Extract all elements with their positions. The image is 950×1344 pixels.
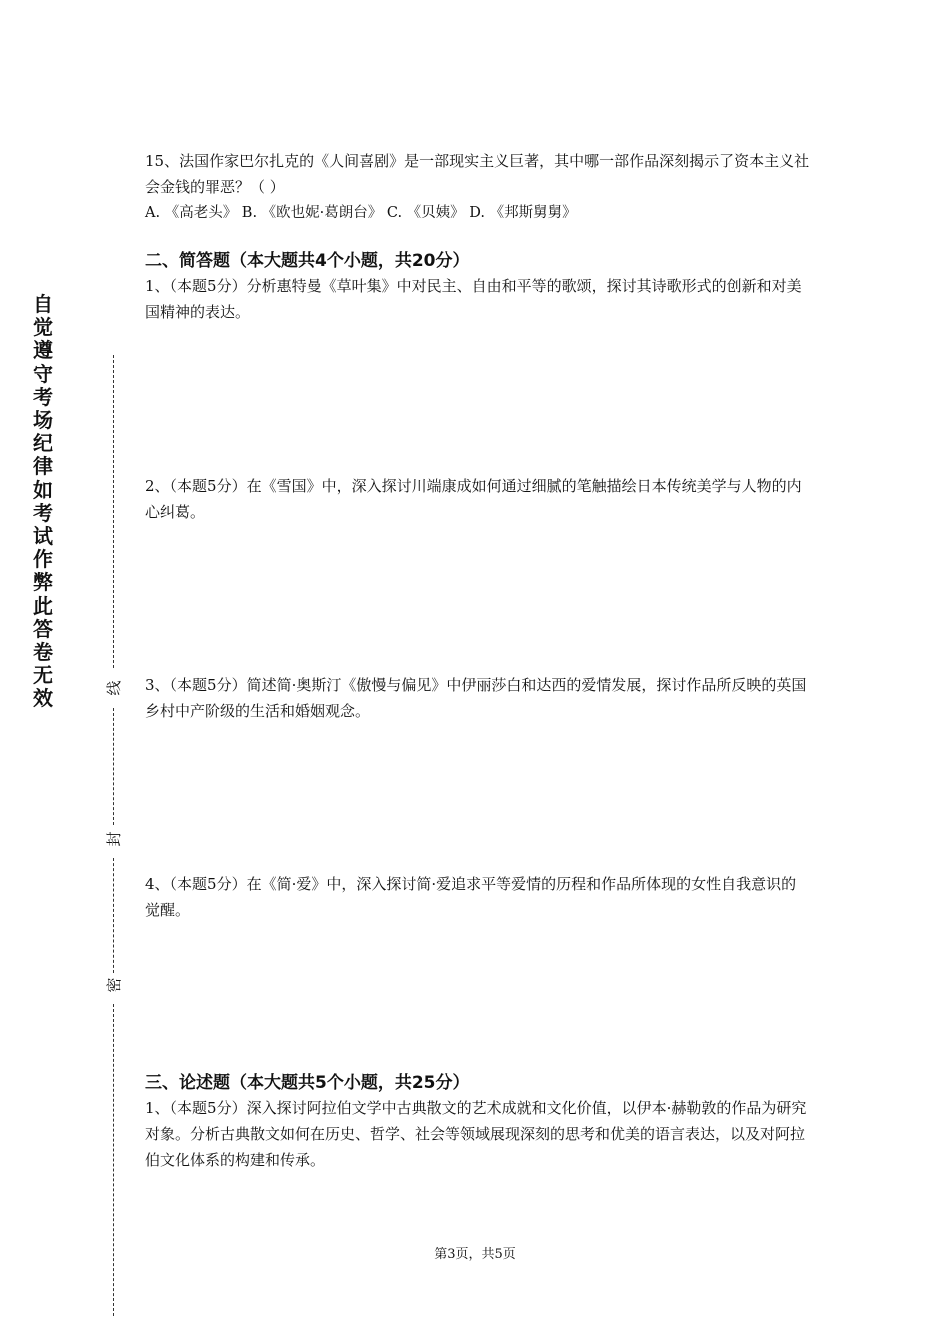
section-2-question-4 bbox=[145, 871, 810, 923]
seal-char-xian: 线 bbox=[105, 677, 123, 699]
section-2-question-3 bbox=[145, 672, 810, 724]
question-15-text: 15、法国作家巴尔扎克的《人间喜剧》是一部现实主义巨著，其中哪一部作品深刻揭示了资本主义社会金钱的罪恶？（ ） bbox=[145, 152, 810, 196]
seal-char-feng: 封 bbox=[105, 828, 123, 850]
seal-dashed-line-segment bbox=[113, 355, 114, 668]
seal-dashed-line-segment bbox=[113, 708, 114, 825]
page-number: 第3页，共5页 bbox=[434, 1247, 516, 1262]
section-2-question-1 bbox=[145, 273, 810, 325]
section-2-title: 二、简答题（本大题共4个小题，共20分） bbox=[145, 251, 470, 271]
section-2-question-1-text: 1、（本题5分）分析惠特曼《草叶集》中对民主、自由和平等的歌颂，探讨其诗歌形式的创新和对美国精神的表达。 bbox=[145, 277, 802, 321]
section-3-title: 三、论述题（本大题共5个小题，共25分） bbox=[145, 1073, 470, 1093]
question-15-options: A. 《高老头》 B. 《欧也妮·葛朗台》 C. 《贝姨》 D. 《邦斯舅舅》 bbox=[145, 205, 577, 221]
section-3-question-1-text: 1、（本题5分）深入探讨阿拉伯文学中古典散文的艺术成就和文化价值，以伊本·赫勒敦的作品为研究对象。分析古典散文如何在历史、哲学、社会等领域展现深刻的思考和优美的语言表达，以及对阿拉伯文化体系的构建和传承。 bbox=[145, 1099, 807, 1169]
seal-dashed-line-segment bbox=[113, 1004, 114, 1316]
seal-char-mi: 密 bbox=[105, 974, 123, 996]
section-2-question-4-text: 4、（本题5分）在《简·爱》中，深入探讨简·爱追求平等爱情的历程和作品所体现的女性自我意识的觉醒。 bbox=[145, 875, 797, 919]
section-2-question-2-text: 2、（本题5分）在《雪国》中，深入探讨川端康成如何通过细腻的笔触描绘日本传统美学与人物的内心纠葛。 bbox=[145, 477, 802, 521]
exam-discipline-warning: 自觉遵守考场纪律如考试作弊此答卷无效 bbox=[33, 292, 53, 711]
question-15 bbox=[145, 148, 810, 226]
section-2-question-2 bbox=[145, 473, 810, 525]
section-2-question-3-text: 3、（本题5分）简述简·奥斯汀《傲慢与偏见》中伊丽莎白和达西的爱情发展，探讨作品所反映的英国乡村中产阶级的生活和婚姻观念。 bbox=[145, 676, 807, 720]
seal-dashed-line-segment bbox=[113, 858, 114, 973]
section-3-question-1 bbox=[145, 1095, 810, 1173]
